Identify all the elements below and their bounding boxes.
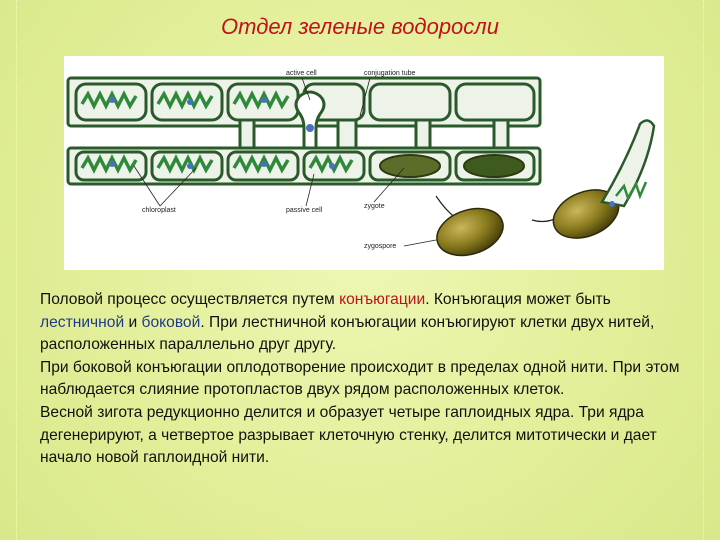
- slide-frame-line-right: [703, 0, 704, 540]
- label-chloroplast: chloroplast: [142, 207, 176, 214]
- term-conjugation: конъюгации: [339, 291, 426, 308]
- conjugation-diagram-drawing: [64, 56, 664, 270]
- paragraph-zygote-division: Весной зигота редукционно делится и образует четыре гаплоидных ядра. Три ядра дегенерируют, а четвертое разрывает клеточную стенку, делится митотически и дает начало новой гаплоидной нити.: [40, 403, 657, 467]
- zygospore-germinating: [546, 120, 654, 247]
- label-zygospore: zygospore: [364, 243, 397, 250]
- slide-title: Отдел зеленые водоросли: [221, 14, 499, 39]
- conjugation-diagram: [64, 56, 664, 270]
- term-lateral: боковой: [141, 313, 201, 331]
- label-passive-cell: passive cell: [286, 207, 323, 214]
- body-text: [40, 289, 690, 470]
- term-ladder: лестничной: [40, 313, 125, 331]
- label-conjugation-tube: conjugation tube: [364, 70, 416, 77]
- label-active-cell: active cell: [286, 70, 317, 77]
- text-segment: Половой процесс осуществляется путем: [40, 291, 340, 308]
- text-segment: и: [124, 313, 142, 331]
- text-segment: . Конъюгация может быть: [425, 291, 611, 308]
- label-zygote: zygote: [364, 203, 385, 210]
- text-segment: . При лестничной конъюгации конъюгируют клетки двух нитей, расположенных параллельно друг другу.: [40, 313, 655, 354]
- zygospore-1: [431, 201, 509, 264]
- lower-filament: [68, 148, 540, 184]
- paragraph-lateral-conjugation: При боковой конъюгации оплодотворение происходит в пределах одной нити. При этом наблюдается слияние протопластов двух рядом расположенных клеток.: [40, 358, 680, 399]
- slide-frame-line-left: [16, 0, 17, 540]
- paragraph-conjugation-types: [40, 289, 690, 357]
